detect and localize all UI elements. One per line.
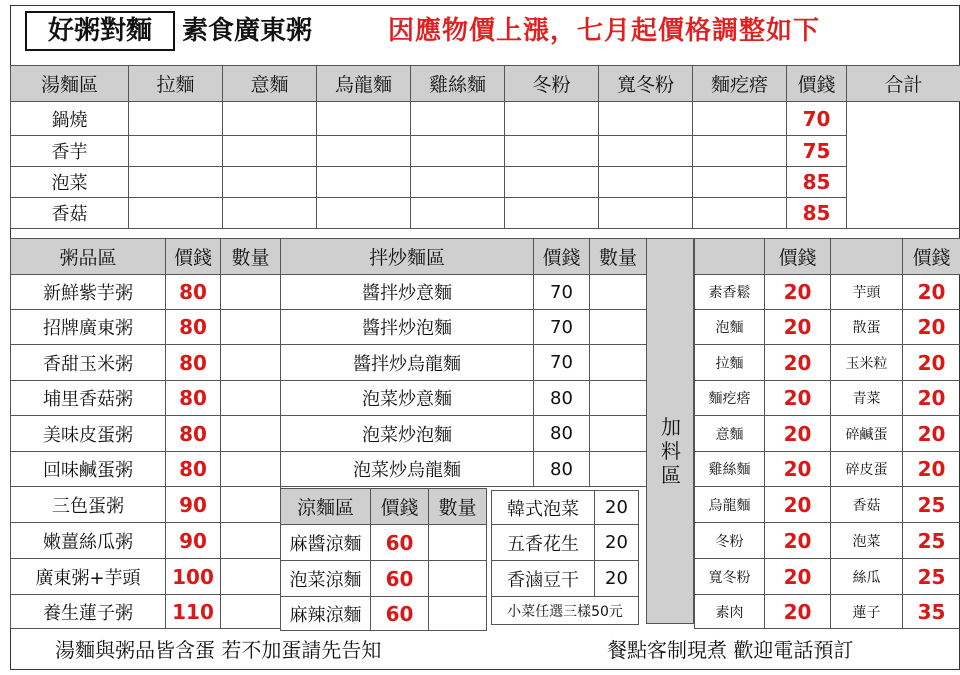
qty-cell[interactable] bbox=[411, 136, 505, 167]
qty-cell[interactable] bbox=[317, 198, 411, 229]
header-cell: 數量 bbox=[429, 489, 487, 525]
addon-row bbox=[695, 310, 831, 345]
addon-row bbox=[831, 310, 960, 345]
side-note-row bbox=[492, 597, 639, 625]
addon-price: 20 bbox=[765, 452, 831, 487]
header-cell: 涼麵區 bbox=[281, 489, 371, 525]
qty-cell[interactable] bbox=[221, 310, 281, 345]
header-cell: 湯麵區 bbox=[11, 66, 129, 102]
cold-price: 60 bbox=[371, 525, 429, 561]
noodle-row bbox=[11, 102, 960, 136]
porridge-name: 嫩薑絲瓜粥 bbox=[11, 523, 166, 559]
noodle-row bbox=[11, 167, 960, 198]
noodle-price: 85 bbox=[787, 167, 847, 198]
qty-cell[interactable] bbox=[599, 102, 693, 136]
side-row bbox=[492, 491, 639, 525]
noodle-header-row bbox=[11, 66, 960, 102]
side-price: 20 bbox=[595, 491, 639, 525]
addon-name: 香菇 bbox=[831, 487, 903, 523]
qty-cell[interactable] bbox=[590, 452, 647, 487]
porridge-name: 美味皮蛋粥 bbox=[11, 416, 166, 452]
addon-row bbox=[831, 345, 960, 381]
qty-cell[interactable] bbox=[429, 561, 487, 597]
qty-cell[interactable] bbox=[221, 381, 281, 416]
qty-cell[interactable] bbox=[429, 597, 487, 631]
addon-price: 20 bbox=[765, 381, 831, 416]
addon-row bbox=[695, 452, 831, 487]
addon-name: 烏龍麵 bbox=[695, 487, 765, 523]
porridge-price: 90 bbox=[166, 487, 221, 523]
stirfry-price: 70 bbox=[534, 275, 590, 310]
header-cell: 價錢 bbox=[787, 66, 847, 102]
stirfry-name: 醬拌炒泡麵 bbox=[281, 310, 534, 345]
addon-price: 25 bbox=[903, 487, 960, 523]
stirfry-header-row bbox=[281, 239, 647, 275]
porridge-row bbox=[11, 523, 281, 559]
addon-price: 20 bbox=[765, 595, 831, 629]
noodle-name: 香芋 bbox=[11, 136, 129, 167]
addon-price: 20 bbox=[765, 310, 831, 345]
addon-label-char: 料 bbox=[661, 439, 681, 463]
qty-cell[interactable] bbox=[590, 381, 647, 416]
stirfry-price: 70 bbox=[534, 345, 590, 381]
addon-price: 20 bbox=[903, 452, 960, 487]
qty-cell[interactable] bbox=[693, 136, 787, 167]
porridge-row bbox=[11, 487, 281, 523]
stirfry-row bbox=[281, 345, 647, 381]
header-cell: 雞絲麵 bbox=[411, 66, 505, 102]
stirfry-row bbox=[281, 416, 647, 452]
addon-row bbox=[695, 487, 831, 523]
noodle-row bbox=[11, 136, 960, 167]
qty-cell[interactable] bbox=[221, 452, 281, 487]
qty-cell[interactable] bbox=[505, 167, 599, 198]
qty-cell[interactable] bbox=[221, 595, 281, 629]
stirfry-price: 80 bbox=[534, 452, 590, 487]
qty-cell[interactable] bbox=[129, 198, 223, 229]
qty-cell[interactable] bbox=[221, 416, 281, 452]
qty-cell[interactable] bbox=[411, 102, 505, 136]
header-cell: 合計 bbox=[847, 66, 960, 102]
cold-name: 麻辣涼麵 bbox=[281, 597, 371, 631]
header-cell: 寬冬粉 bbox=[599, 66, 693, 102]
cold-name: 麻醬涼麵 bbox=[281, 525, 371, 561]
porridge-name: 三色蛋粥 bbox=[11, 487, 166, 523]
porridge-header-row bbox=[11, 239, 281, 275]
addon-price: 20 bbox=[903, 275, 960, 310]
stirfry-name: 醬拌炒烏龍麵 bbox=[281, 345, 534, 381]
addon-name: 青菜 bbox=[831, 381, 903, 416]
addon-row bbox=[831, 523, 960, 559]
addon-name: 泡菜 bbox=[831, 523, 903, 559]
porridge-row bbox=[11, 345, 281, 381]
qty-cell[interactable] bbox=[223, 136, 317, 167]
egg-notice: 湯麵與粥品皆含蛋 若不加蛋請先告知 bbox=[55, 638, 382, 662]
addon-row bbox=[831, 275, 960, 310]
side-name: 香滷豆干 bbox=[492, 561, 595, 597]
porridge-row bbox=[11, 381, 281, 416]
noodle-row bbox=[11, 198, 960, 229]
addon-row bbox=[831, 452, 960, 487]
porridge-row bbox=[11, 559, 281, 595]
addon-row bbox=[831, 416, 960, 452]
noodle-name: 香菇 bbox=[11, 198, 129, 229]
stirfry-row bbox=[281, 452, 647, 487]
side-price: 20 bbox=[595, 561, 639, 597]
side-dish-table bbox=[491, 490, 639, 625]
qty-cell[interactable] bbox=[693, 102, 787, 136]
stirfry-table bbox=[280, 238, 647, 487]
cold-noodle-table bbox=[280, 488, 487, 631]
stirfry-name: 泡菜炒烏龍麵 bbox=[281, 452, 534, 487]
qty-cell[interactable] bbox=[693, 198, 787, 229]
addon-row bbox=[695, 275, 831, 310]
addon-row bbox=[831, 595, 960, 629]
addon-label bbox=[646, 238, 694, 624]
stirfry-name: 泡菜炒泡麵 bbox=[281, 416, 534, 452]
porridge-price: 80 bbox=[166, 452, 221, 487]
porridge-name: 招牌廣東粥 bbox=[11, 310, 166, 345]
qty-cell[interactable] bbox=[221, 487, 281, 523]
price-notice: 因應物價上漲，七月起價格調整如下 bbox=[388, 16, 821, 46]
cold-name: 泡菜涼麵 bbox=[281, 561, 371, 597]
stirfry-name: 醬拌炒意麵 bbox=[281, 275, 534, 310]
addon-header-row bbox=[695, 239, 831, 275]
addon-label-char: 區 bbox=[661, 463, 681, 487]
addon-name: 雞絲麵 bbox=[695, 452, 765, 487]
porridge-name: 新鮮紫芋粥 bbox=[11, 275, 166, 310]
total-cell[interactable] bbox=[847, 102, 960, 229]
addon-price: 20 bbox=[765, 523, 831, 559]
header-cell-empty bbox=[831, 239, 903, 275]
addon-header-row bbox=[831, 239, 960, 275]
porridge-price: 110 bbox=[166, 595, 221, 629]
stirfry-price: 70 bbox=[534, 310, 590, 345]
addon-price: 20 bbox=[903, 345, 960, 381]
qty-cell[interactable] bbox=[505, 136, 599, 167]
header-cell: 麵疙瘩 bbox=[693, 66, 787, 102]
porridge-price: 80 bbox=[166, 416, 221, 452]
qty-cell[interactable] bbox=[590, 345, 647, 381]
qty-cell[interactable] bbox=[590, 416, 647, 452]
porridge-price: 90 bbox=[166, 523, 221, 559]
qty-cell[interactable] bbox=[505, 198, 599, 229]
side-price: 20 bbox=[595, 525, 639, 561]
porridge-row bbox=[11, 310, 281, 345]
noodle-soup-table bbox=[10, 65, 960, 229]
cold-header-row bbox=[281, 489, 487, 525]
qty-cell[interactable] bbox=[505, 102, 599, 136]
noodle-name: 泡菜 bbox=[11, 167, 129, 198]
qty-cell[interactable] bbox=[599, 167, 693, 198]
porridge-price: 80 bbox=[166, 381, 221, 416]
side-combo-note: 小菜任選三樣50元 bbox=[492, 597, 639, 625]
cold-row bbox=[281, 597, 487, 631]
header-cell: 冬粉 bbox=[505, 66, 599, 102]
header-cell: 數量 bbox=[221, 239, 281, 275]
addon-row bbox=[695, 559, 831, 595]
addon-row bbox=[695, 595, 831, 629]
menu-subtitle: 素食廣東粥 bbox=[182, 16, 313, 46]
addon-price: 20 bbox=[903, 310, 960, 345]
porridge-table bbox=[10, 238, 281, 629]
porridge-price: 80 bbox=[166, 345, 221, 381]
porridge-row bbox=[11, 416, 281, 452]
addon-name: 散蛋 bbox=[831, 310, 903, 345]
addon-name: 絲瓜 bbox=[831, 559, 903, 595]
addon-name: 芋頭 bbox=[831, 275, 903, 310]
qty-cell[interactable] bbox=[693, 167, 787, 198]
addon-price: 20 bbox=[903, 381, 960, 416]
qty-cell[interactable] bbox=[317, 136, 411, 167]
addon-price: 25 bbox=[903, 559, 960, 595]
porridge-name: 埔里香菇粥 bbox=[11, 381, 166, 416]
addon-left-table bbox=[694, 238, 831, 629]
header-cell: 意麵 bbox=[223, 66, 317, 102]
addon-name: 玉米粒 bbox=[831, 345, 903, 381]
addon-price: 20 bbox=[765, 275, 831, 310]
addon-name: 素香鬆 bbox=[695, 275, 765, 310]
addon-name: 寬冬粉 bbox=[695, 559, 765, 595]
addon-right-table bbox=[830, 238, 960, 629]
header-cell: 價錢 bbox=[903, 239, 960, 275]
order-notice: 餐點客制現煮 歡迎電話預訂 bbox=[607, 638, 854, 662]
stirfry-price: 80 bbox=[534, 416, 590, 452]
addon-name: 蓮子 bbox=[831, 595, 903, 629]
qty-cell[interactable] bbox=[223, 198, 317, 229]
noodle-name: 鍋燒 bbox=[11, 102, 129, 136]
qty-cell[interactable] bbox=[411, 198, 505, 229]
side-name: 韓式泡菜 bbox=[492, 491, 595, 525]
header-cell: 價錢 bbox=[371, 489, 429, 525]
qty-cell[interactable] bbox=[221, 275, 281, 310]
qty-cell[interactable] bbox=[223, 102, 317, 136]
addon-name: 碎皮蛋 bbox=[831, 452, 903, 487]
noodle-price: 75 bbox=[787, 136, 847, 167]
shop-name: 好粥對麵 bbox=[25, 11, 175, 51]
addon-row bbox=[831, 487, 960, 523]
qty-cell[interactable] bbox=[129, 102, 223, 136]
noodle-price: 85 bbox=[787, 198, 847, 229]
porridge-name: 廣東粥+芋頭 bbox=[11, 559, 166, 595]
addon-row bbox=[831, 559, 960, 595]
qty-cell[interactable] bbox=[317, 102, 411, 136]
porridge-price: 100 bbox=[166, 559, 221, 595]
porridge-row bbox=[11, 595, 281, 629]
header-cell: 粥品區 bbox=[11, 239, 166, 275]
stirfry-row bbox=[281, 310, 647, 345]
addon-name: 意麵 bbox=[695, 416, 765, 452]
qty-cell[interactable] bbox=[221, 523, 281, 559]
qty-cell[interactable] bbox=[221, 345, 281, 381]
noodle-price: 70 bbox=[787, 102, 847, 136]
qty-cell[interactable] bbox=[129, 136, 223, 167]
cold-row bbox=[281, 561, 487, 597]
porridge-row bbox=[11, 275, 281, 310]
addon-row bbox=[695, 416, 831, 452]
header-cell-empty bbox=[695, 239, 765, 275]
header-cell: 價錢 bbox=[534, 239, 590, 275]
stirfry-price: 80 bbox=[534, 381, 590, 416]
qty-cell[interactable] bbox=[429, 525, 487, 561]
addon-name: 泡麵 bbox=[695, 310, 765, 345]
qty-cell[interactable] bbox=[129, 167, 223, 198]
addon-name: 拉麵 bbox=[695, 345, 765, 381]
stirfry-row bbox=[281, 275, 647, 310]
qty-cell[interactable] bbox=[221, 559, 281, 595]
addon-row bbox=[695, 523, 831, 559]
side-row bbox=[492, 561, 639, 597]
porridge-price: 80 bbox=[166, 275, 221, 310]
porridge-name: 香甜玉米粥 bbox=[11, 345, 166, 381]
header-cell: 價錢 bbox=[765, 239, 831, 275]
addon-name: 冬粉 bbox=[695, 523, 765, 559]
qty-cell[interactable] bbox=[223, 167, 317, 198]
side-row bbox=[492, 525, 639, 561]
addon-price: 20 bbox=[765, 416, 831, 452]
header-cell: 拉麵 bbox=[129, 66, 223, 102]
header-cell: 拌炒麵區 bbox=[281, 239, 534, 275]
qty-cell[interactable] bbox=[590, 310, 647, 345]
porridge-name: 回味鹹蛋粥 bbox=[11, 452, 166, 487]
addon-row bbox=[831, 381, 960, 416]
addon-price: 20 bbox=[765, 345, 831, 381]
porridge-row bbox=[11, 452, 281, 487]
addon-price: 35 bbox=[903, 595, 960, 629]
cold-row bbox=[281, 525, 487, 561]
addon-name: 麵疙瘩 bbox=[695, 381, 765, 416]
stirfry-row bbox=[281, 381, 647, 416]
qty-cell[interactable] bbox=[411, 167, 505, 198]
cold-price: 60 bbox=[371, 597, 429, 631]
addon-label-char: 加 bbox=[661, 415, 681, 439]
porridge-name: 養生蓮子粥 bbox=[11, 595, 166, 629]
side-name: 五香花生 bbox=[492, 525, 595, 561]
addon-name: 素肉 bbox=[695, 595, 765, 629]
qty-cell[interactable] bbox=[590, 275, 647, 310]
header-cell: 數量 bbox=[590, 239, 647, 275]
addon-row bbox=[695, 381, 831, 416]
addon-name: 碎鹹蛋 bbox=[831, 416, 903, 452]
header-cell: 烏龍麵 bbox=[317, 66, 411, 102]
addon-price: 20 bbox=[903, 416, 960, 452]
stirfry-name: 泡菜炒意麵 bbox=[281, 381, 534, 416]
qty-cell[interactable] bbox=[317, 167, 411, 198]
addon-price: 25 bbox=[903, 523, 960, 559]
addon-row bbox=[695, 345, 831, 381]
addon-price: 20 bbox=[765, 559, 831, 595]
qty-cell[interactable] bbox=[599, 136, 693, 167]
addon-price: 20 bbox=[765, 487, 831, 523]
cold-price: 60 bbox=[371, 561, 429, 597]
header-cell: 價錢 bbox=[166, 239, 221, 275]
porridge-price: 80 bbox=[166, 310, 221, 345]
qty-cell[interactable] bbox=[599, 198, 693, 229]
